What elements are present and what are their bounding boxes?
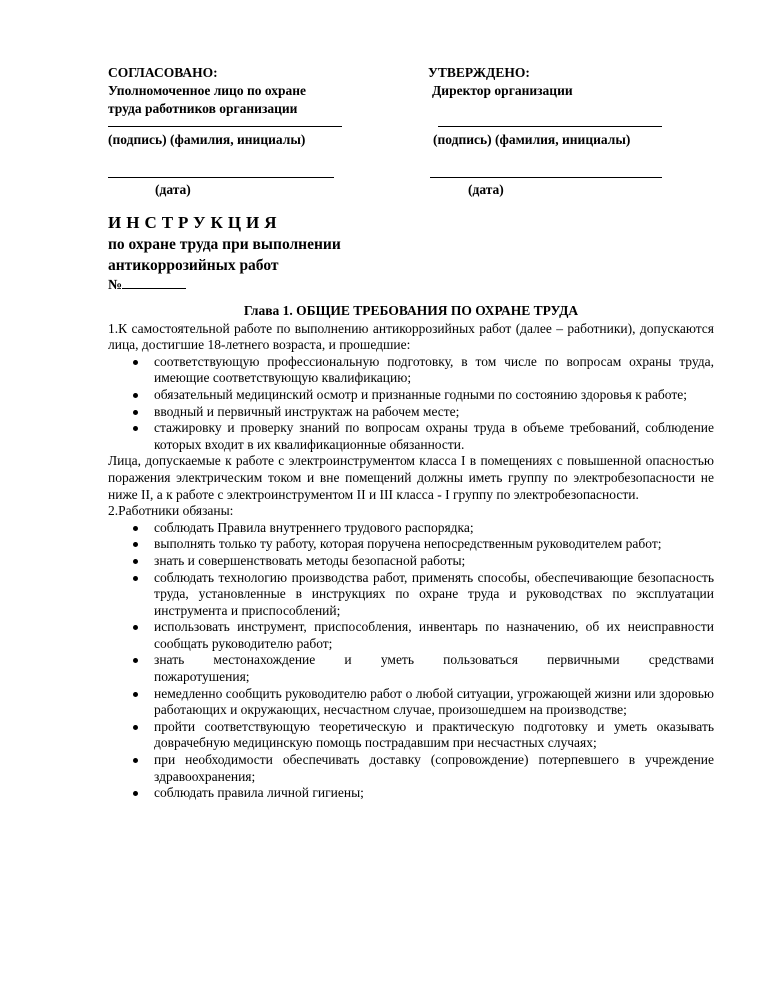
- bullet-icon: [133, 791, 138, 796]
- right-signature-line: [438, 126, 662, 127]
- list-item-text: пройти соответствующую теоретическую и практическую подготовку и уметь оказывать доврачебную медицинскую помощь пострадавшим при несчастных случаях;: [154, 718, 714, 751]
- list-item: [108, 570, 714, 620]
- approval-agreed-heading: СОГЛАСОВАНО:: [108, 65, 218, 80]
- document-subtitle-line2: антикоррозийных работ: [108, 257, 279, 274]
- left-signature-label: (подпись) (фамилия, инициалы): [108, 132, 306, 147]
- approval-agreed-block: [108, 64, 368, 118]
- list-item: [108, 752, 714, 785]
- bullet-icon: [133, 692, 138, 697]
- list-item-text: использовать инструмент, приспособления, инвентарь по назначению, об их неисправности сообщать руководителю работ;: [154, 619, 714, 651]
- list-item-text: соблюдать Правила внутреннего трудового распорядка;: [154, 519, 474, 535]
- list-item-text: обязательный медицинский осмотр и признанные годными по состоянию здоровья к работе;: [154, 386, 687, 402]
- bullet-icon: [133, 526, 138, 531]
- list-item-text: выполнять только ту работу, которая поручена непосредственным руководителем работ;: [154, 536, 662, 552]
- list-item-text: знать местонахождение и уметь пользоваться первичными средствами пожаротушения;: [154, 652, 718, 685]
- list-item-text: стажировку и проверку знаний по вопросам охраны труда в объеме требований, соблюдение которых входит в их квалификационные обязанности.: [154, 420, 714, 452]
- list-item: [108, 553, 714, 570]
- list-item: [108, 686, 714, 719]
- list-item: [108, 404, 714, 421]
- bullet-icon: [133, 758, 138, 763]
- document-number-blank: [122, 276, 186, 289]
- approval-approved-block: [428, 64, 688, 100]
- bullet-icon: [133, 559, 138, 564]
- paragraph-2: 2.Работники обязаны:: [108, 503, 234, 519]
- bullet-icon: [133, 410, 138, 415]
- list-item-text: знать и совершенствовать методы безопасной работы;: [154, 552, 466, 568]
- document-title-block: [108, 212, 341, 295]
- list-item-text: соответствующую профессиональную подготовку, в том числе по вопросам охраны труда, имеющие соответствующую квалификацию;: [154, 353, 714, 386]
- list-item: [108, 354, 714, 387]
- bullet-icon: [133, 542, 138, 547]
- list-item-text: при необходимости обеспечивать доставку (сопровождение) потерпевшего в учреждение здравоохранения;: [154, 752, 714, 784]
- chapter-heading: Глава 1. ОБЩИЕ ТРЕБОВАНИЯ ПО ОХРАНЕ ТРУДА: [243, 303, 579, 318]
- right-date-label: (дата): [468, 182, 504, 197]
- document-title: ИНСТРУКЦИЯ: [108, 213, 282, 232]
- bullet-icon: [133, 576, 138, 581]
- left-date-line: [108, 177, 334, 178]
- list-item-text: соблюдать правила личной гигиены;: [154, 785, 364, 801]
- paragraph-electrical-safety: Лица, допускаемые к работе с электроинструментом класса I в помещениях с повышенной опасностью поражения электрическим током и вне помещений должны иметь группу по электробезопасности не ниже II, а к работе с электроинструментом II и III класса - I группу по электробезопасности.: [108, 453, 714, 502]
- document-number-prefix: №: [108, 278, 123, 293]
- paragraph-1: 1.К самостоятельной работе по выполнению антикоррозийных работ (далее – работники), допускаются лица, достигшие 18-летнего возраста, и прошедшие:: [108, 320, 714, 353]
- right-signature-label: (подпись) (фамилия, инициалы): [433, 132, 631, 147]
- bullet-icon: [133, 393, 138, 398]
- approval-agreed-line1: Уполномоченное лицо по охране: [108, 83, 307, 98]
- approval-approved-line1: Директор организации: [432, 83, 573, 98]
- approval-approved-heading: УТВЕРЖДЕНО:: [428, 65, 530, 80]
- bullet-icon: [133, 725, 138, 730]
- list-item: [108, 536, 714, 553]
- list-item-text: немедленно сообщить руководителю работ о любой ситуации, угрожающей жизни или здоровью работающих и окружающих, несчастном случае, произошедшем на производстве;: [154, 685, 714, 718]
- list-item: [108, 719, 714, 752]
- list-item: [108, 619, 714, 652]
- list-item: [108, 785, 714, 802]
- left-date-label: (дата): [155, 182, 191, 197]
- bullet-icon: [133, 360, 138, 365]
- list-item-text: соблюдать технологию производства работ, применять способы, обеспечивающие безопасность труда, установленные в инструкциях по охране труда и руководствах по эксплуатации инструмента и приспособлений;: [154, 569, 714, 618]
- bullet-icon: [133, 658, 138, 663]
- document-number: [108, 276, 341, 295]
- list-item: [108, 652, 718, 685]
- bullet-icon: [133, 625, 138, 630]
- right-date-line: [430, 177, 662, 178]
- list-item: [108, 520, 714, 537]
- list-item: [108, 387, 714, 404]
- list-item-text: вводный и первичный инструктаж на рабочем месте;: [154, 403, 460, 419]
- document-subtitle-line1: по охране труда при выполнении: [108, 236, 341, 253]
- list-item: [108, 420, 714, 453]
- instruction-body: [108, 303, 718, 802]
- admission-requirements-list: [108, 354, 714, 454]
- worker-duties-list: [108, 519, 718, 802]
- approval-agreed-line2: труда работников организации: [108, 101, 298, 116]
- bullet-icon: [133, 426, 138, 431]
- left-signature-line: [108, 126, 342, 127]
